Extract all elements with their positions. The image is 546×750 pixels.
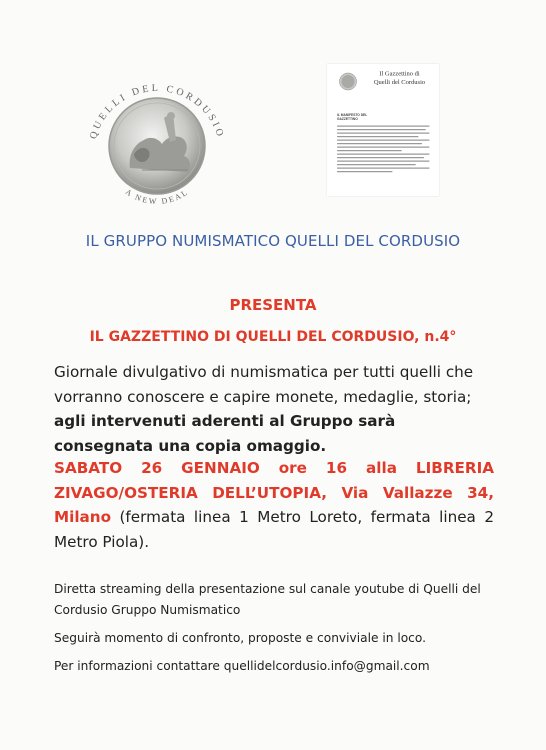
description-paragraph (54, 360, 494, 458)
event-transport-info: (fermata linea 1 Metro Loreto, fermata linea 2 Metro Piola). (54, 508, 494, 551)
seguira-info: Seguirà momento di confronto, proposte e conviviale in loco. (54, 631, 426, 645)
streaming-info: Diretta streaming della presentazione sul canale youtube di Quelli del Cordusio Gruppo Numismatico (54, 582, 481, 617)
thumbnail-title: Il Gazzettino di Quelli del Cordusio (373, 69, 426, 86)
thumbnail-coin-icon (338, 72, 358, 92)
gazzettino-title: IL GAZZETTINO DI QUELLI DEL CORDUSIO, n.4° (89, 329, 457, 345)
logo-bottom-text: A NEW DEAL (123, 187, 191, 207)
contact-info: Per informazioni contattare quellidelcordusio.info@gmail.com (54, 659, 430, 673)
coin-logo-icon (72, 58, 242, 228)
group-title: IL GRUPPO NUMISMATICO QUELLI DEL CORDUSIO (85, 232, 461, 250)
event-date-location: SABATO 26 GENNAIO ore 16 alla LIBRERIA ZIVAGO/OSTERIA DELL’UTOPIA, Via Vallazze 34, Milano (54, 459, 494, 526)
thumbnail-body-text (337, 126, 430, 175)
logo-ring-text: QUELLI DEL CORDUSIO (87, 82, 227, 141)
thumbnail-subtitle: IL MANIFESTO DEL GAZZETTINO (337, 113, 368, 121)
gazette-thumbnail (327, 64, 439, 196)
group-logo (72, 58, 242, 228)
description-bold-text: agli intervenuti aderenti al Gruppo sarà consegnata una copia omaggio. (54, 412, 396, 455)
presenta-heading: PRESENTA (229, 296, 317, 314)
description-text: Giornale divulgativo di numismatica per tutti quelli che vorranno conoscere e capire monete, medaglie, storia; (54, 363, 474, 406)
event-paragraph (54, 456, 494, 554)
